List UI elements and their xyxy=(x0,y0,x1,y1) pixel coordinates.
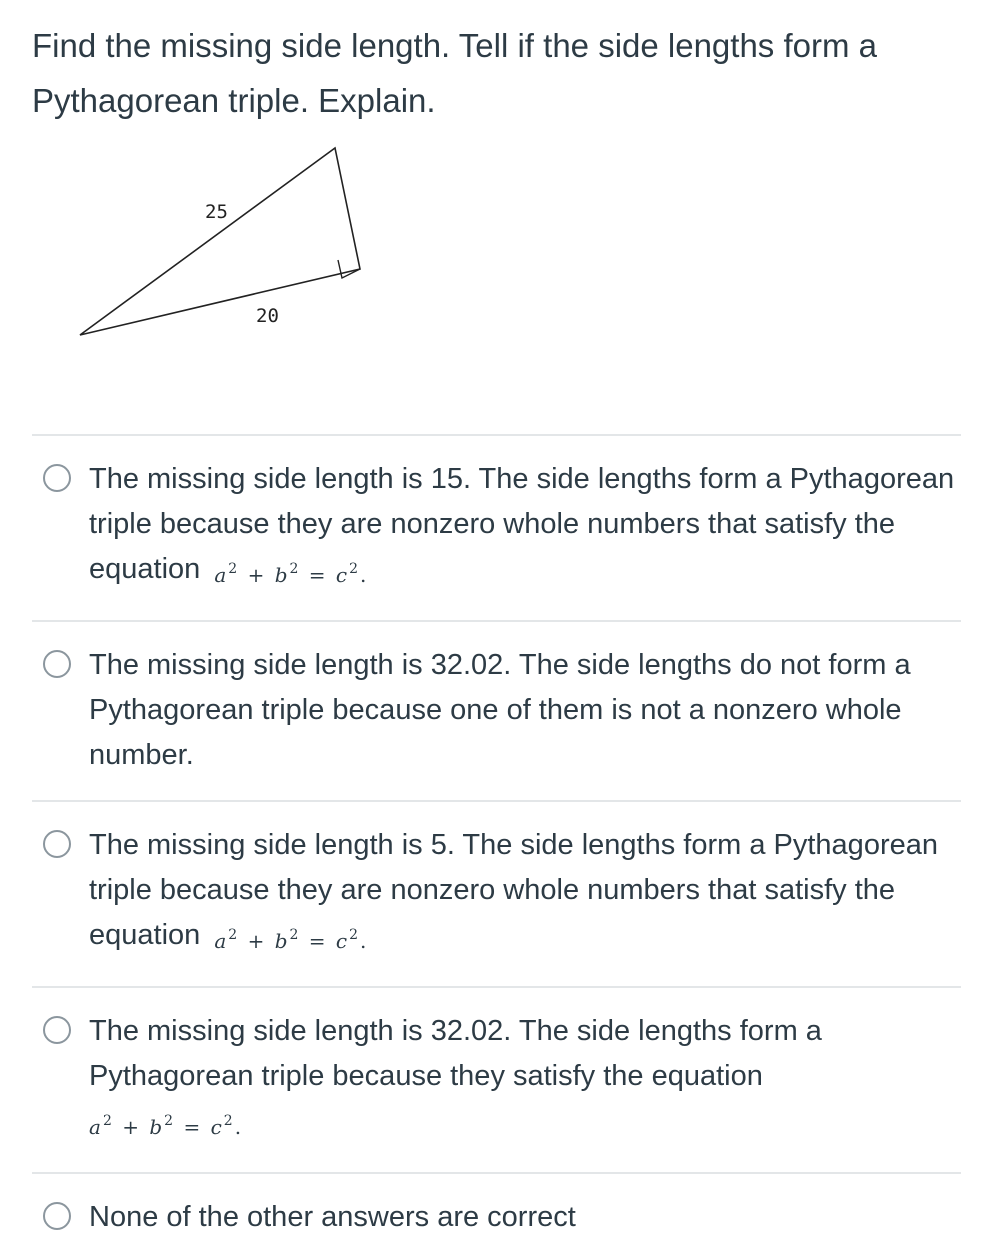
triangle-diagram xyxy=(70,140,380,345)
answer-option-2[interactable] xyxy=(32,620,961,800)
answer-list xyxy=(32,434,961,1250)
hypotenuse-label: 25 xyxy=(205,201,228,223)
radio-button[interactable] xyxy=(43,464,71,492)
pythagorean-equation: $a^2 + b^2 = c^2$. xyxy=(214,561,369,587)
question-text: Find the missing side length. Tell if the side lengths form a Pythagorean triple. Explain. xyxy=(32,27,877,119)
answer-text: The missing side length is 5. The side lengths form a Pythagorean triple because they are nonzero whole numbers that satisfy the equation xyxy=(89,829,938,951)
answer-option-5[interactable] xyxy=(32,1172,961,1250)
radio-button[interactable] xyxy=(43,830,71,858)
triangle-figure xyxy=(70,140,380,345)
answer-text: The missing side length is 15. The side lengths form a Pythagorean triple because they are nonzero whole numbers that satisfy the equation xyxy=(89,463,955,585)
answer-option-3[interactable] xyxy=(32,800,961,986)
answer-option-1[interactable] xyxy=(32,434,961,620)
right-triangle xyxy=(80,148,360,335)
answer-text: None of the other answers are correct xyxy=(89,1201,576,1233)
answer-text: The missing side length is 32.02. The side lengths form a Pythagorean triple because they satisfy the equation xyxy=(89,1015,822,1092)
pythagorean-equation: $a^2 + b^2 = c^2$. xyxy=(89,1113,244,1139)
answer-text: The missing side length is 32.02. The side lengths do not form a Pythagorean triple because one of them is not a nonzero whole number. xyxy=(89,649,911,771)
answer-option-4[interactable] xyxy=(32,986,961,1172)
pythagorean-equation: $a^2 + b^2 = c^2$. xyxy=(214,927,369,953)
leg-label: 20 xyxy=(256,305,279,327)
radio-button[interactable] xyxy=(43,1202,71,1230)
radio-button[interactable] xyxy=(43,1016,71,1044)
radio-button[interactable] xyxy=(43,650,71,678)
